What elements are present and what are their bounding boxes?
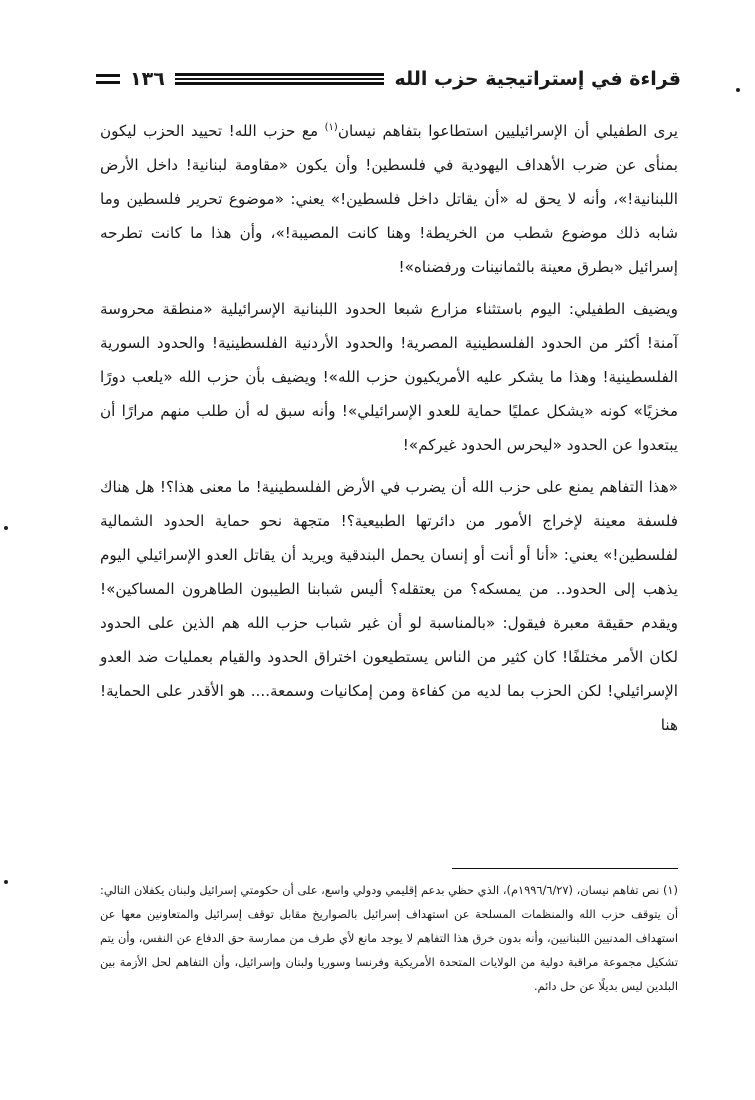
paragraph-1-text-b: مع حزب الله! تحييد الحزب ليكون بمنأى عن ضرب الأهداف اليهودية في فلسطين! وأن يكون «مقاومة لبنانية! داخل الأرض اللبنانية!»، وأنه لا يحق له «أن يقاتل داخل فلسطين!» يعني: «موضوع تحرير فلسطين وما شابه ذلك موضوع شطب من الخريطة! وهنا كانت المصيبة!»، وأن هذا ما كانت تطرحه إسرائيل «بطرق معينة بالثمانينات ورفضناه»!	[100, 122, 678, 276]
header-rule	[175, 73, 385, 85]
page-number: ١٣٦	[130, 68, 165, 90]
margin-mark	[4, 526, 8, 530]
main-text	[100, 114, 678, 742]
running-header	[96, 62, 681, 96]
footnote-separator	[452, 868, 678, 869]
paragraph-2: ويضيف الطفيلي: اليوم باستثناء مزارع شبعا الحدود اللبنانية الإسرائيلية «منطقة محروسة آمنة! أكثر من الحدود الفلسطينية المصرية! والحدود الأردنية الفلسطينية! والحدود السورية الفلسطينية! وهذا ما يشكر عليه الأمريكيون حزب الله»! ويضيف بأن حزب الله «يلعب دورًا مخزيًا» كونه «يشكل عمليًا حماية للعدو الإسرائيلي»! وأنه سبق له أن طلب منهم مرارًا أن يبتعدوا عن الحدود «ليحرس الحدود غيركم»!	[100, 300, 678, 454]
footnote: (١) نص تفاهم نيسان، (١٩٩٦/٦/٢٧م)، الذي حظي بدعم إقليمي ودولي واسع، على أن حكومتي إسرائيل ولبنان يكفلان التالي: أن يتوقف حزب الله والمنظمات المسلحة عن استهداف إسرائيل بالصواريخ مقابل توقف إسرائيل والمتعاونين معها عن استهداف المدنيين اللبنانيين، وأنه بدون خرق هذا التفاهم لا يوجد مانع لأي طرف من ممارسة حق الدفاع عن النفس، وأن يتم تشكيل مجموعة مراقبة دولية من الولايات المتحدة الأمريكية وفرنسا وسوريا ولبنان وإسرائيل، وأن التفاهم لحل الأزمة بين البلدين ليس بديلًا عن حل دائم.	[100, 883, 678, 993]
footnote-reference: (١)	[324, 121, 338, 133]
margin-mark	[736, 88, 740, 92]
page-number-ornament	[96, 74, 120, 84]
margin-mark	[4, 880, 8, 884]
paragraph-1	[100, 114, 678, 284]
paragraph-1-text-a: يرى الطفيلي أن الإسرائيليين استطاعوا بتفاهم نيسان	[337, 122, 678, 140]
paragraph-3: «هذا التفاهم يمنع على حزب الله أن يضرب في الأرض الفلسطينية! ما معنى هذا؟! هل هناك فلسفة معينة لإخراج الأمور من دائرتها الطبيعية؟! متجهة نحو حماية الحدود الشمالية لفلسطين!» يعني: «أنا أو أنت أو إنسان يحمل البندقية ويريد أن يقاتل العدو الإسرائيلي اليوم يذهب إلى الحدود.. من يمسكه؟ من يعتقله؟ أليس شبابنا الطيبون الطاهرون المساكين»! ويقدم حقيقة معبرة فيقول: «بالمناسبة لو أن غير شباب حزب الله هم الذين على الحدود لكان الأمر مختلفًا! كان كثير من الناس يستطيعون اختراق الحدود والقيام بعمليات ضد العدو الإسرائيلي! لكن الحزب بما لديه من كفاءة ومن إمكانيات وسمعة.... هو الأقدر على الحماية! هنا	[100, 478, 678, 734]
running-title: قراءة في إستراتيجية حزب الله	[394, 68, 681, 90]
